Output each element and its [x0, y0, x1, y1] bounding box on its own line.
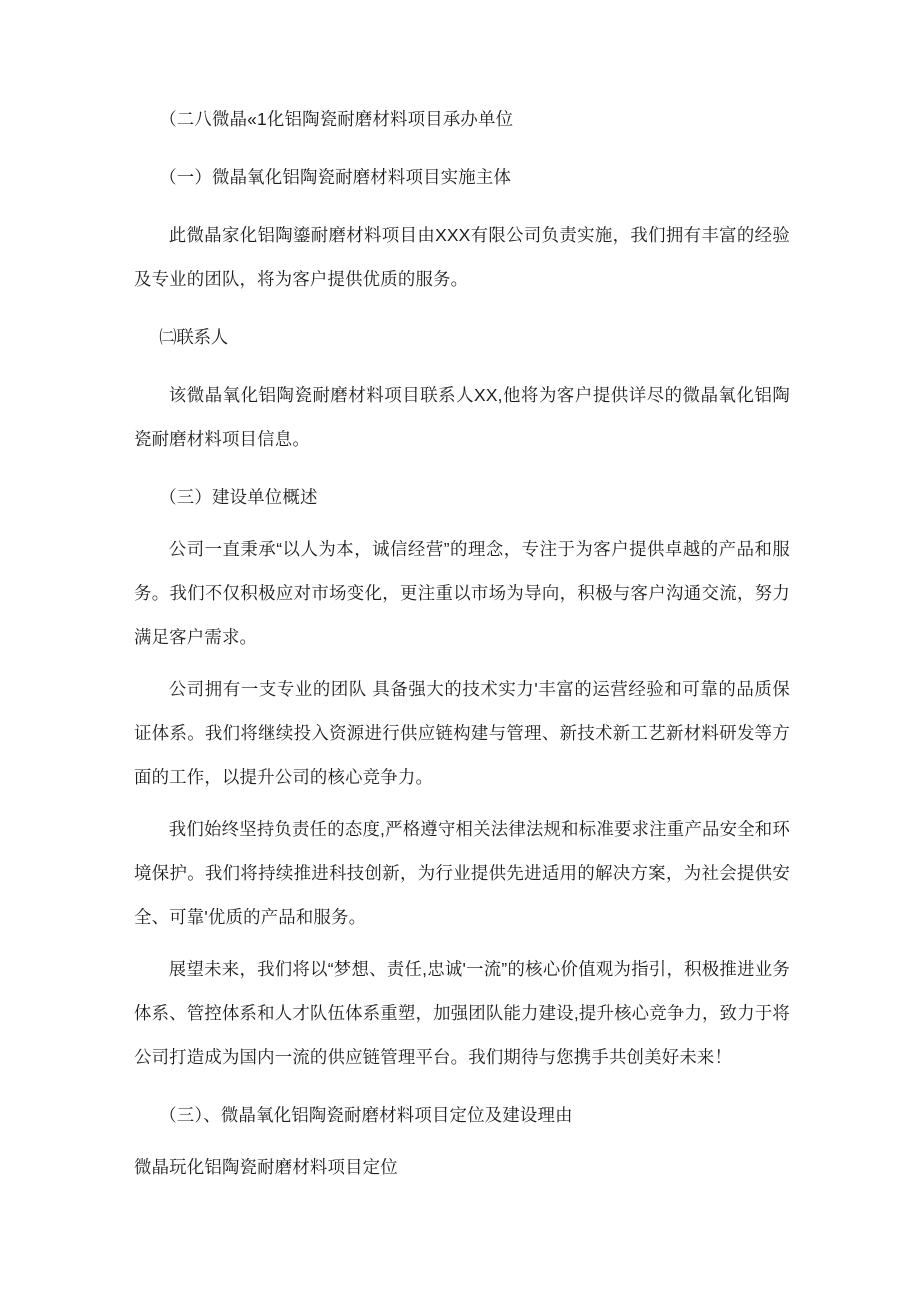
spacer — [134, 799, 790, 807]
paragraph-text: 我们始终坚持负责任的态度,严格遵守相关法律法规和标准要求注重产品安全和环境保护。我们将持续推进科技创新，为行业提供先进适用的解决方案，为社会提供安全、可靠'优质的产品和服务。 — [134, 819, 790, 927]
spacer — [134, 1079, 790, 1093]
section-heading-project-positioning — [134, 1093, 790, 1137]
spacer — [134, 141, 790, 155]
spacer — [134, 939, 790, 947]
spacer — [134, 519, 790, 527]
section-heading-contact-person — [134, 315, 790, 359]
paragraph-company-philosophy — [134, 527, 790, 659]
section-heading-sponsor-unit — [134, 97, 790, 141]
paragraph-company-outlook — [134, 947, 790, 1079]
heading-construction-unit-overview: （三）建设单位概述 — [159, 487, 318, 507]
spacer — [134, 659, 790, 667]
spacer — [134, 301, 790, 315]
paragraph-text: 展望未来，我们将以“梦想、责任,忠诚'一流”的核心价值观为指引，积极推进业务体系、管控体系和人才队伍体系重塑，加强团队能力建设,提升核心竞争力，致力于将公司打造成为国内一流的供应链管理平台。我们期待与您携手共创美好未来！ — [134, 959, 790, 1067]
heading-contact-person: ㈡联系人 — [159, 327, 228, 347]
paragraph-implementation-entity — [134, 213, 790, 301]
paragraph-company-team — [134, 667, 790, 799]
paragraph-contact-person — [134, 373, 790, 461]
paragraph-text: 该微晶氧化铝陶瓷耐磨材料项目联系人XX,他将为客户提供详尽的微晶氧化铝陶瓷耐磨材料项目信息。 — [134, 385, 790, 449]
section-heading-construction-unit-overview — [134, 475, 790, 519]
spacer — [134, 1137, 790, 1145]
paragraph-text: 微晶玩化铝陶瓷耐磨材料项目定位 — [134, 1157, 398, 1177]
section-heading-implementation-entity — [134, 155, 790, 199]
spacer — [134, 199, 790, 213]
heading-project-positioning: （三）、微晶氧化铝陶瓷耐磨材料项目定位及建设理由 — [159, 1105, 573, 1125]
document-body — [134, 97, 790, 1189]
paragraph-project-positioning — [134, 1145, 790, 1189]
paragraph-text: 公司一直秉承“以人为本，诚信经营”的理念，专注于为客户提供卓越的产品和服务。我们不仅积极应对市场变化，更注重以市场为导向，积极与客户沟通交流，努力满足客户需求。 — [134, 539, 790, 647]
paragraph-text: 公司拥有一支专业的团队 具备强大的技术实力'丰富的运营经验和可靠的品质保证体系。我们将继续投入资源进行供应链构建与管理、新技术新工艺新材料研发等方面的工作，以提升公司的核心竞争力。 — [134, 679, 790, 787]
heading-implementation-entity: （一）微晶氧化铝陶瓷耐磨材料项目实施主体 — [159, 167, 512, 187]
spacer — [134, 359, 790, 373]
paragraph-company-responsibility — [134, 807, 790, 939]
paragraph-text: 此微晶家化铝陶鎏耐磨材料项目由XXX有限公司负责实施，我们拥有丰富的经验及专业的团队，将为客户提供优质的服务。 — [134, 225, 790, 289]
spacer — [134, 461, 790, 475]
heading-sponsor-unit: （二八微晶«1化铝陶瓷耐磨材料项目承办单位 — [159, 109, 514, 129]
